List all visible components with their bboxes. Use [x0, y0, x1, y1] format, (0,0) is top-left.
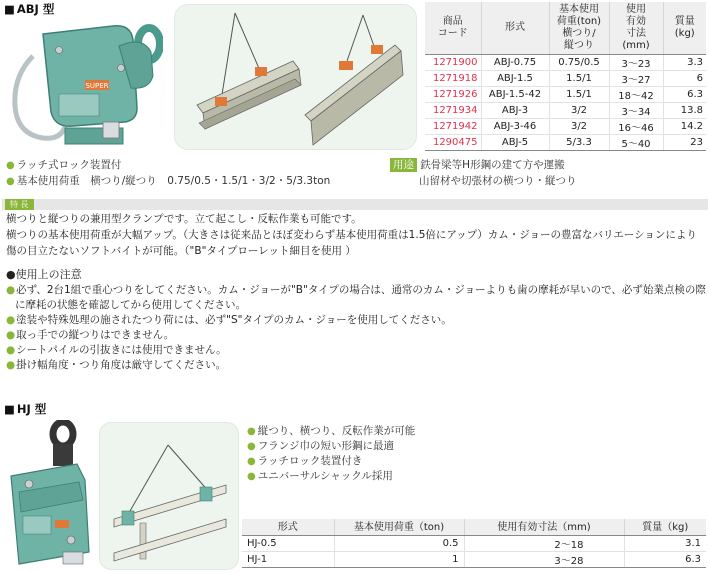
features-label: 特 長	[5, 199, 34, 210]
mass-cell: 13.8	[663, 103, 706, 119]
use-line: 鉄骨梁等H形鋼の建て方や運搬	[420, 159, 565, 171]
hj-bullet	[247, 468, 393, 483]
bullet-text: ラッチロック装置付き	[257, 455, 363, 467]
product-code[interactable]: 1271926	[425, 87, 481, 103]
mass-cell: 3.1	[624, 536, 706, 552]
header-line: 商品 コード	[437, 16, 468, 39]
model-cell: ABJ-1.5	[481, 71, 549, 87]
range-cell: 5〜40	[609, 135, 663, 151]
features-line: 傷の目立たないソフトバイトが可能。（"B"タイプローレット細目を使用 ）	[6, 245, 356, 257]
table-row	[242, 536, 706, 552]
load-cell: 3/2	[549, 103, 609, 119]
hj-table-header-row	[242, 519, 706, 536]
model-cell: ABJ-3-46	[481, 119, 549, 135]
features-bar	[2, 199, 708, 210]
load-cell: 3/2	[549, 119, 609, 135]
range-cell: 3〜28	[464, 552, 624, 568]
range-cell: 2〜18	[464, 536, 624, 552]
table-row	[425, 55, 706, 71]
bullet-dot-icon: ●	[6, 160, 15, 171]
mass-cell: 6.3	[663, 87, 706, 103]
hj-bullet	[247, 438, 394, 453]
bullet-text: 縦つり、横つり、反転作業が可能	[257, 425, 416, 437]
load-cell: 0.75/0.5	[549, 55, 609, 71]
header-mass: 質量（kg)	[624, 519, 706, 536]
hj-bullet	[247, 453, 362, 468]
note-text: 取っ手での縦つりはできません。	[16, 329, 175, 341]
bullet-text: 基本使用荷重 横つり/縦つり 0.75/0.5・1.5/1・3/2・5/3.3ton	[16, 175, 331, 187]
abj-usage-diagram	[174, 4, 417, 150]
header-load: 基本使用荷重（ton)	[334, 519, 464, 536]
model-cell: ABJ-5	[481, 135, 549, 151]
table-row	[425, 135, 706, 151]
features-line: 横つりの基本使用荷重が大幅アップ。（大きさは従来品とほぼ変わらず基本使用荷重は1.5倍にアップ）カム・ジョーの豊富なバリエーションにより	[6, 229, 697, 241]
use-tag: 用途	[390, 158, 417, 172]
model-cell: HJ-0.5	[242, 536, 334, 552]
abj-bullet	[6, 173, 330, 188]
abj-table-header-row	[425, 2, 706, 55]
load-cell: 1.5/1	[549, 87, 609, 103]
bullet-dot-icon: ●	[6, 314, 16, 326]
bullet-text: フランジ巾の短い形鋼に最適	[257, 440, 394, 452]
note-item-continued: に摩耗の状態を確認してから使用してください。	[15, 299, 246, 311]
hj-clamp-photo	[3, 420, 93, 570]
bullet-text: ユニバーサルシャックル採用	[257, 470, 393, 482]
range-cell: 16〜46	[609, 119, 663, 135]
bullet-dot-icon: ●	[6, 344, 16, 356]
model-cell: ABJ-1.5-42	[481, 87, 549, 103]
abj-spec-table	[425, 2, 706, 151]
note-item	[6, 358, 226, 373]
product-code[interactable]: 1271942	[425, 119, 481, 135]
product-code[interactable]: 1290475	[425, 135, 481, 151]
table-row	[242, 552, 706, 568]
product-code[interactable]: 1271918	[425, 71, 481, 87]
svg-text:SUPER: SUPER	[85, 82, 109, 90]
model-cell: ABJ-3	[481, 103, 549, 119]
bullet-text: ラッチ式ロック装置付	[16, 159, 122, 171]
range-cell: 3〜23	[609, 55, 663, 71]
note-text: 必ず、2台1組で重心つりをしてください。カム・ジョーが"B"タイプの場合は、通常のカム・ジョーよりも歯の摩耗が早いので、必ず始業点検の際	[16, 284, 706, 296]
bullet-dot-icon: ●	[6, 284, 16, 296]
range-cell: 3〜34	[609, 103, 663, 119]
range-cell: 3〜27	[609, 71, 663, 87]
note-item	[6, 343, 227, 358]
hj-usage-diagram	[99, 422, 239, 570]
hj-spec-table	[242, 519, 706, 568]
mass-cell: 23	[663, 135, 706, 151]
bullet-dot-icon: ●	[247, 441, 256, 452]
header-load	[549, 2, 609, 55]
table-row	[425, 103, 706, 119]
note-item	[6, 313, 452, 328]
abj-clamp-photo	[3, 16, 163, 151]
bullet-dot-icon: ●	[247, 426, 256, 437]
table-row	[425, 119, 706, 135]
mass-cell: 6.3	[624, 552, 706, 568]
bullet-dot-icon: ●	[6, 359, 16, 371]
header-line: 基本使用 荷重(ton) 横つり/ 縦つり	[556, 4, 602, 51]
note-item	[6, 283, 706, 298]
mass-cell: 14.2	[663, 119, 706, 135]
header-range: 使用有効寸法（mm)	[464, 519, 624, 536]
table-row	[425, 71, 706, 87]
bullet-dot-icon: ●	[247, 456, 256, 467]
note-item	[6, 328, 174, 343]
header-mass	[663, 2, 706, 55]
load-cell: 5/3.3	[549, 135, 609, 151]
model-cell: HJ-1	[242, 552, 334, 568]
model-cell: ABJ-0.75	[481, 55, 549, 71]
bullet-dot-icon: ●	[6, 329, 16, 341]
table-row	[425, 87, 706, 103]
mass-cell: 3.3	[663, 55, 706, 71]
note-text: 掛け幅角度・つり角度は厳守してください。	[16, 359, 227, 371]
header-product-code	[425, 2, 481, 55]
features-line: 横つりと縦つりの兼用型クランプです。立て起こし・反転作業も可能です。	[6, 213, 362, 225]
load-cell: 1	[334, 552, 464, 568]
load-cell: 1.5/1	[549, 71, 609, 87]
bullet-dot-icon: ●	[6, 176, 15, 187]
abj-bullet	[6, 157, 121, 172]
header-line: 使用 有効 寸法 (mm)	[622, 4, 650, 51]
load-cell: 0.5	[334, 536, 464, 552]
bullet-dot-icon: ●	[247, 471, 256, 482]
abj-section-title: ■ ABJ 型	[4, 2, 55, 16]
range-cell: 18〜42	[609, 87, 663, 103]
abj-use-block	[390, 157, 565, 172]
mass-cell: 6	[663, 71, 706, 87]
product-code[interactable]: 1271934	[425, 103, 481, 119]
header-model: 形式	[242, 519, 334, 536]
product-code[interactable]: 1271900	[425, 55, 481, 71]
header-range	[609, 2, 663, 55]
header-model	[481, 2, 549, 55]
notes-heading: ●使用上の注意	[6, 268, 82, 281]
hj-section-title: ■ HJ 型	[4, 402, 47, 416]
hj-bullet	[247, 423, 415, 438]
note-text: 塗装や特殊処理の施されたつり荷には、必ず"S"タイプのカム・ジョーを使用してください。	[16, 314, 452, 326]
header-line: 質量 (kg)	[674, 16, 695, 39]
use-line: 山留材や切張材の横つり・縦つり	[419, 175, 577, 187]
note-text: シートパイルの引抜きには使用できません。	[16, 344, 227, 356]
header-line: 形式	[505, 22, 525, 33]
